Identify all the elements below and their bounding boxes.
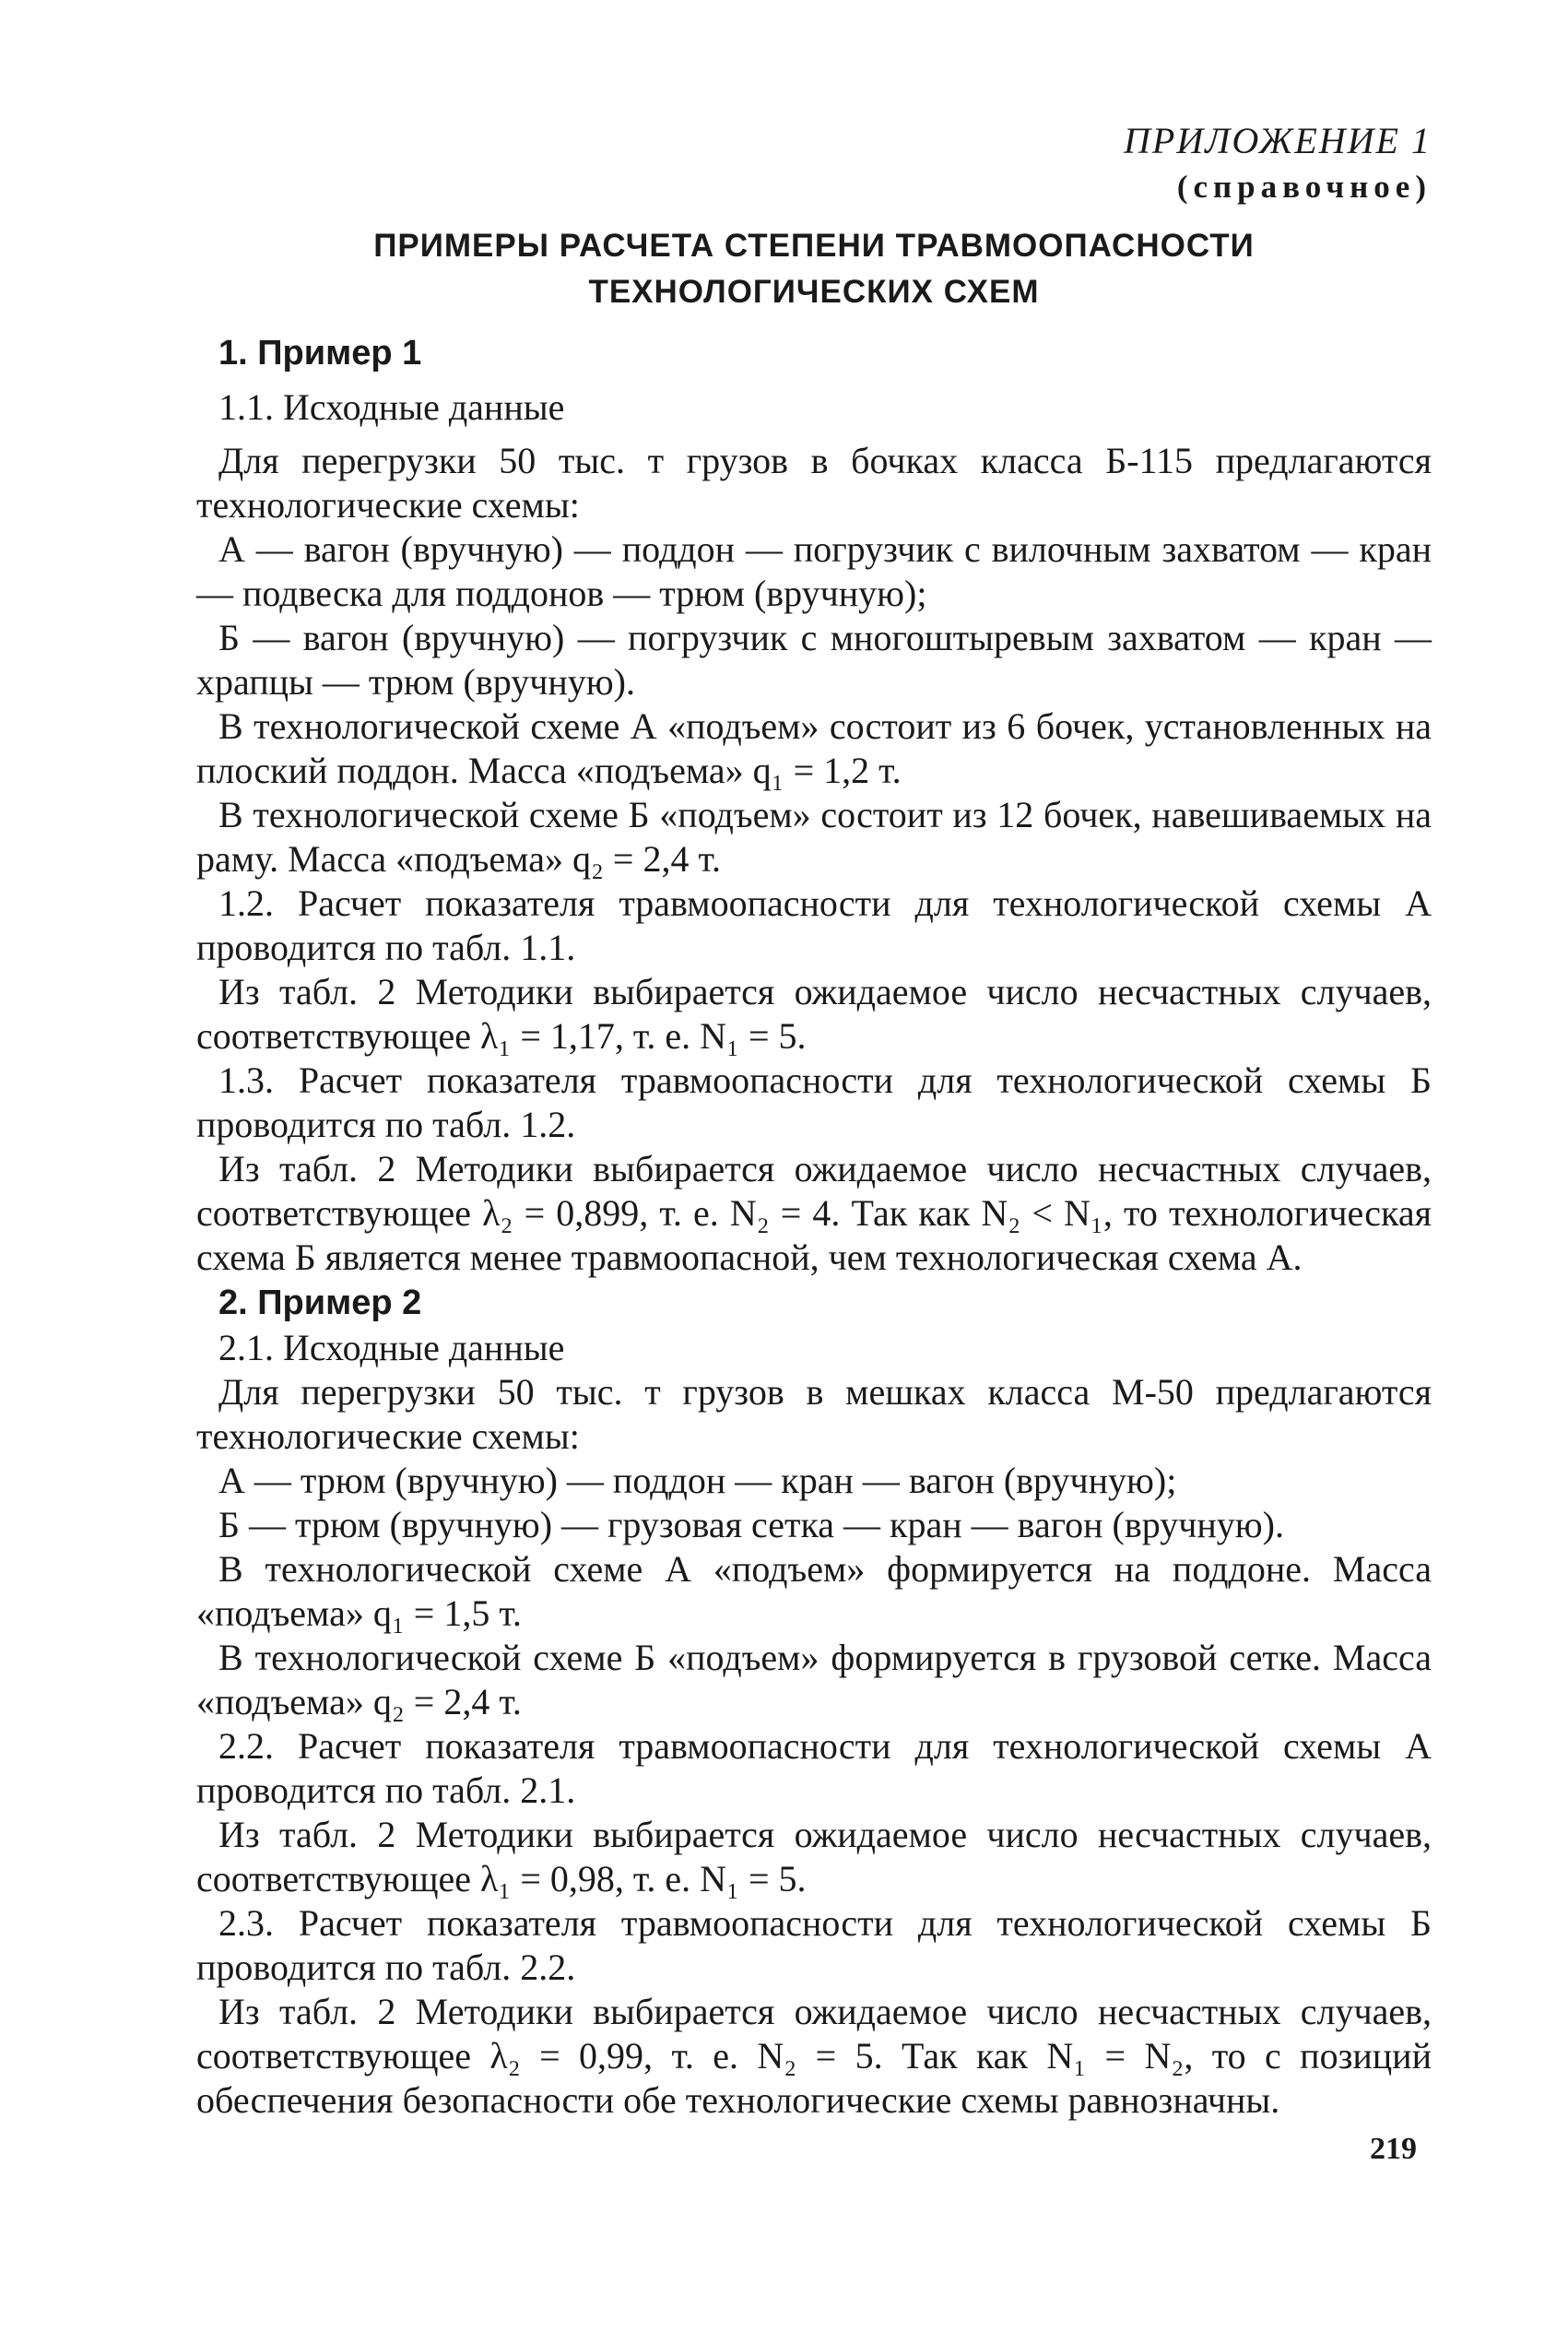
paragraph: В технологической схеме Б «подъем» состоит из 12 бочек, навешиваемых на раму. Масса «подъема» q₂ = 2,4 т. bbox=[196, 794, 1432, 880]
paragraph: Из табл. 2 Методики выбирается ожидаемое число несчастных случаев, соответствующее λ₁ = 0,98, т. е. N₁ = 5. bbox=[196, 1814, 1432, 1899]
example-2-heading: 2. Пример 2 bbox=[218, 1284, 422, 1322]
page-title bbox=[196, 223, 1432, 315]
paragraph: В технологической схеме А «подъем» состоит из 6 бочек, установленных на плоский поддон. Масса «подъема» q₁ = 1,2 т. bbox=[196, 705, 1432, 791]
document-page bbox=[196, 118, 1432, 2123]
paragraph: Б — вагон (вручную) — погрузчик с многоштыревым захватом — кран — храпцы — трюм (вручную). bbox=[196, 617, 1432, 703]
paragraph: Из табл. 2 Методики выбирается ожидаемое число несчастных случаев, соответствующее λ₁ = 1,17, т. е. N₁ = 5. bbox=[196, 971, 1432, 1057]
paragraph: 2.3. Расчет показателя травмоопасности для технологической схемы Б проводится по табл. 2.2. bbox=[196, 1902, 1432, 1988]
title-line-1: ПРИМЕРЫ РАСЧЕТА СТЕПЕНИ ТРАВМООПАСНОСТИ bbox=[373, 228, 1255, 264]
paragraph: Для перегрузки 50 тыс. т грузов в бочках класса Б-115 предлагаются технологические схемы: bbox=[196, 440, 1432, 526]
paragraph: Для перегрузки 50 тыс. т грузов в мешках класса М-50 предлагаются технологические схемы: bbox=[196, 1371, 1432, 1457]
reference-label: (справочное) bbox=[1176, 169, 1432, 205]
paragraph: 2.2. Расчет показателя травмоопасности для технологической схемы А проводится по табл. 2.1. bbox=[196, 1725, 1432, 1811]
page-number: 219 bbox=[1370, 2132, 1417, 2166]
paragraph: Из табл. 2 Методики выбирается ожидаемое число несчастных случаев, соответствующее λ₂ = 0,899, т. е. N₂ = 4. Так как N₂ < N₁, то технологическая схема Б является менее травмоопасной, чем технологическая схема А. bbox=[196, 1148, 1432, 1278]
paragraph: 1.3. Расчет показателя травмоопасности для технологической схемы Б проводится по табл. 1.2. bbox=[196, 1059, 1432, 1145]
example-1-initial-data: 1.1. Исходные данные bbox=[218, 386, 565, 428]
example-1-heading: 1. Пример 1 bbox=[218, 334, 422, 373]
paragraph: В технологической схеме А «подъем» формируется на поддоне. Масса «подъема» q₁ = 1,5 т. bbox=[196, 1548, 1432, 1634]
example-2-initial-data: 2.1. Исходные данные bbox=[218, 1327, 565, 1368]
appendix-label: ПРИЛОЖЕНИЕ 1 bbox=[1124, 120, 1432, 161]
paragraph: В технологической схеме Б «подъем» формируется в грузовой сетке. Масса «подъема» q₂ = 2,4 т. bbox=[196, 1637, 1432, 1722]
title-line-2: ТЕХНОЛОГИЧЕСКИХ СХЕМ bbox=[588, 274, 1040, 310]
paragraph: Из табл. 2 Методики выбирается ожидаемое число несчастных случаев, соответствующее λ₂ = 0,99, т. е. N₂ = 5. Так как N₁ = N₂, то с позиций обеспечения безопасности обе технологические схемы равнозначны. bbox=[196, 1991, 1432, 2121]
paragraph: 1.2. Расчет показателя травмоопасности для технологической схемы А проводится по табл. 1.1. bbox=[196, 882, 1432, 968]
paragraph: А — трюм (вручную) — поддон — кран — вагон (вручную); bbox=[218, 1460, 1177, 1501]
paragraph: А — вагон (вручную) — поддон — погрузчик с вилочным захватом — кран — подвеска для поддонов — трюм (вручную); bbox=[196, 528, 1432, 614]
paragraph: Б — трюм (вручную) — грузовая сетка — кран — вагон (вручную). bbox=[218, 1504, 1284, 1545]
